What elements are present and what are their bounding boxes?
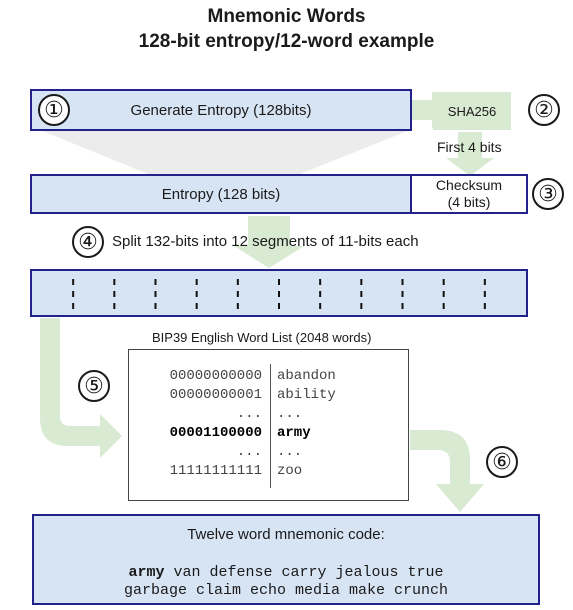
wordlist-word: ... bbox=[277, 406, 303, 422]
wordlist-bits: 00000000001 bbox=[169, 387, 262, 403]
wordlist-bits: ... bbox=[236, 406, 262, 422]
step-3-badge: ③ bbox=[532, 178, 564, 210]
mnemonic-first-word: army bbox=[128, 564, 165, 581]
mnemonic-line-1-rest: van defense carry jealous true bbox=[164, 564, 444, 581]
mnemonic-line-2: garbage claim echo media make crunch bbox=[123, 582, 449, 599]
segment-dividers bbox=[32, 271, 526, 315]
wordlist-bits: ... bbox=[236, 444, 262, 460]
wordlist-bits: 11111111111 bbox=[169, 463, 262, 479]
entropy-box bbox=[30, 174, 412, 214]
checksum-label: Checksum bbox=[435, 177, 503, 193]
mnemonic-title: Twelve word mnemonic code: bbox=[187, 526, 385, 543]
sha256-box bbox=[433, 92, 511, 130]
arrow-to-mnemonic bbox=[410, 430, 484, 512]
generate-entropy-box bbox=[30, 89, 412, 131]
segments-bar bbox=[30, 269, 528, 317]
wordlist-divider bbox=[270, 364, 271, 488]
step-2-badge: ② bbox=[528, 94, 560, 126]
wordlist-box bbox=[128, 349, 409, 501]
wordlist-word: ... bbox=[277, 444, 303, 460]
split-instruction: Split 132-bits into 12 segments of 11-bits each bbox=[112, 233, 419, 250]
wordlist-bits: 00001100000 bbox=[169, 425, 262, 441]
generate-entropy-label: Generate Entropy (128bits) bbox=[130, 101, 312, 119]
sha256-label: SHA256 bbox=[447, 103, 497, 119]
title-line-2: 128-bit entropy/12-word example bbox=[138, 31, 435, 52]
wordlist-word: army bbox=[277, 425, 311, 441]
funnel-shape bbox=[40, 130, 410, 174]
entropy-label: Entropy (128 bits) bbox=[161, 185, 281, 203]
wordlist-word: abandon bbox=[277, 368, 336, 384]
first-4-bits-label: First 4 bits bbox=[437, 139, 502, 155]
mnemonic-line-1 bbox=[34, 564, 538, 581]
mnemonic-box bbox=[32, 514, 540, 605]
title-line-1: Mnemonic Words bbox=[207, 6, 366, 27]
step-1-badge: ① bbox=[38, 94, 70, 126]
checksum-box bbox=[410, 174, 528, 214]
step-6-badge: ⑥ bbox=[486, 446, 518, 478]
wordlist-word: ability bbox=[277, 387, 336, 403]
step-5-badge: ⑤ bbox=[78, 370, 110, 402]
wordlist-word: zoo bbox=[277, 463, 303, 479]
checksum-bits-label: (4 bits) bbox=[447, 194, 491, 210]
wordlist-bits: 00000000000 bbox=[169, 368, 262, 384]
step-4-badge: ④ bbox=[72, 226, 104, 258]
wordlist-title: BIP39 English Word List (2048 words) bbox=[152, 330, 372, 345]
